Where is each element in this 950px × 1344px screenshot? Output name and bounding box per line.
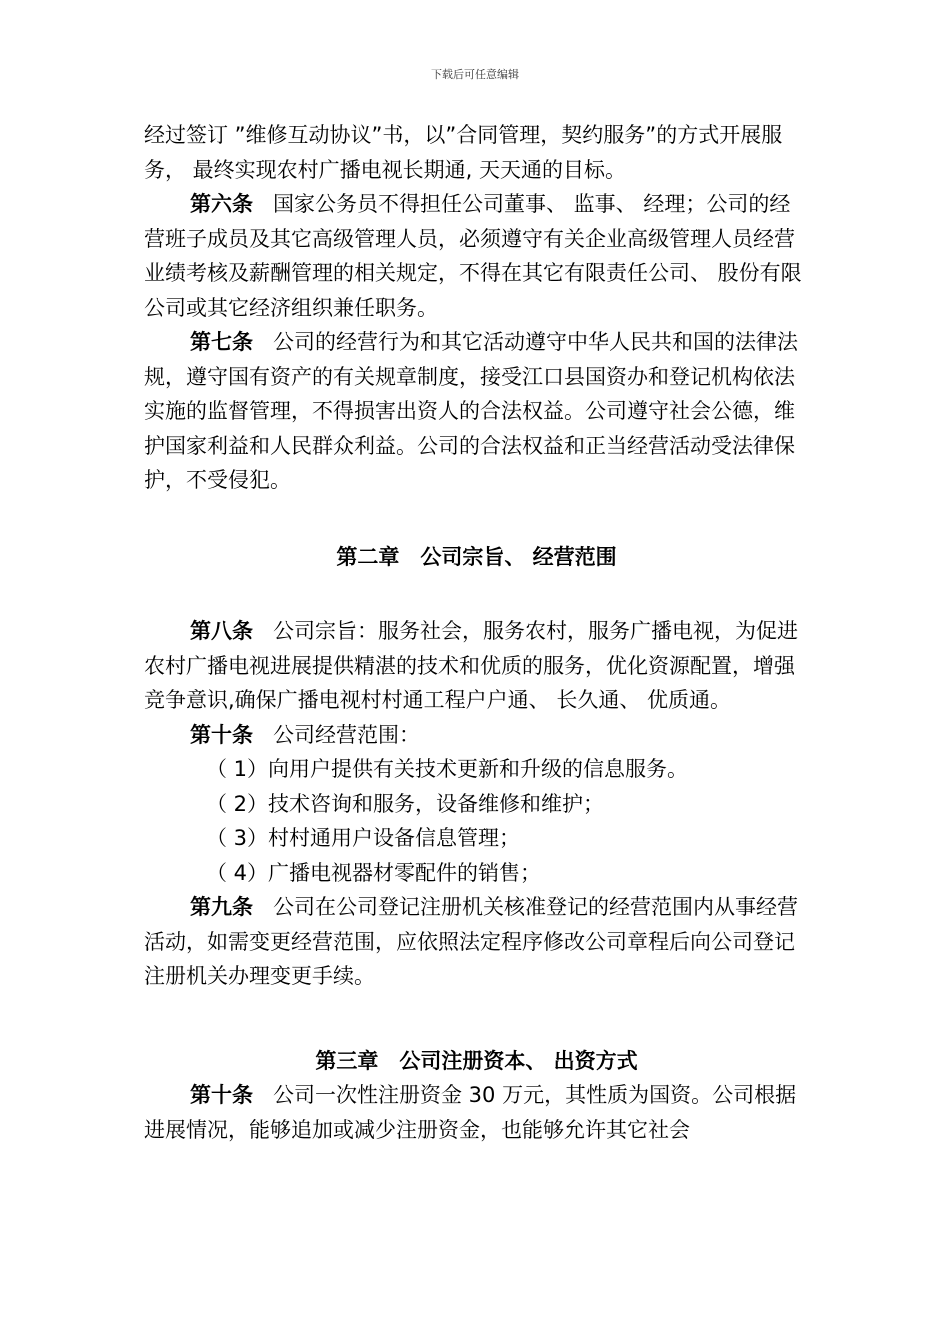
article-10 [144, 718, 809, 753]
article-text: 公司的经营行为和其它活动遵守中华人民共和国的法律法规，遵守国有资产的有关规章制度，接受江口县国资办和登记机构依法实施的监督管理，不得损害出资人的合法权益。公司遵守社会公德，维护国家利益和人民群众利益。公司的合法权益和正当经营活动受法律保护，不受侵犯。 [144, 330, 798, 492]
article-label: 第六条 [190, 192, 253, 216]
article-7 [144, 325, 809, 498]
list-item: （ 1）向用户提供有关技术更新和升级的信息服务。 [206, 757, 689, 781]
article-text: 国家公务员不得担任公司董事、 监事、 经理；公司的经营班子成员及其它高级管理人员，必须遵守有关企业高级管理人员经营业绩考核及薪酬管理的相关规定，不得在其它有限责任公司、 股份有限公司或其它经济组织兼任职务。 [144, 192, 802, 320]
article-text: 公司经营范围： [273, 722, 420, 747]
paragraph-continuation: 经过签订 ”维修互动协议”书，以”合同管理，契约服务”的方式开展服务， 最终实现农村广播电视长期通, 天天通的目标。 [144, 123, 783, 182]
article-6 [144, 187, 809, 325]
article-label: 第九条 [190, 895, 253, 919]
article-label: 第八条 [190, 619, 253, 643]
chapter-heading: 第二章 公司宗旨、 经营范围 [336, 544, 617, 569]
page-header: 下载后可任意编辑 [431, 68, 519, 81]
article-label: 第十条 [190, 1083, 253, 1107]
article-8 [144, 614, 809, 718]
article-label: 第十条 [190, 722, 253, 747]
article-label: 第七条 [190, 330, 253, 354]
article-text: 公司一次性注册资金 30 万元，其性质为国资。公司根据进展情况，能够追加或减少注册资金，也能够允许其它社会 [144, 1083, 797, 1142]
article-text: 公司在公司登记注册机关核准登记的经营范围内从事经营活动，如需变更经营范围，应依照法定程序修改公司章程后向公司登记注册机关办理变更手续。 [144, 895, 798, 988]
article-9 [144, 890, 809, 994]
article-10-capital [144, 1078, 809, 1147]
chapter-heading: 第三章 公司注册资本、 出资方式 [315, 1048, 638, 1073]
list-item: （ 3）村村通用户设备信息管理； [206, 826, 521, 850]
article-text: 公司宗旨：服务社会，服务农村，服务广播电视，为促进农村广播电视进展提供精湛的技术和优质的服务，优化资源配置，增强竞争意识,确保广播电视村村通工程户户通、 长久通、 优质通。 [144, 619, 798, 712]
list-item: （ 2）技术咨询和服务，设备维修和维护； [206, 791, 605, 816]
document-body [144, 118, 809, 1147]
list-item: （ 4）广播电视器材零配件的销售； [206, 860, 542, 885]
